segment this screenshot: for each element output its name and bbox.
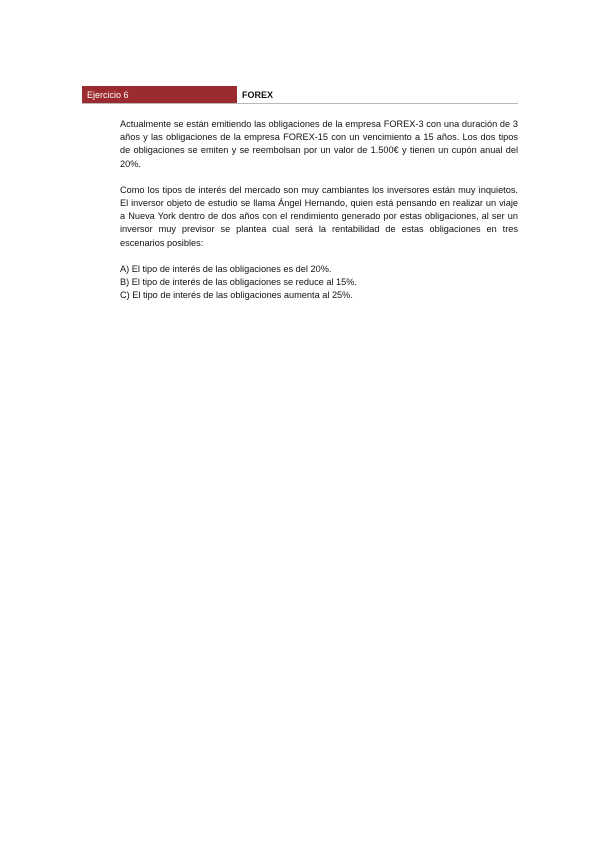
exercise-label: Ejercicio 6 — [82, 86, 237, 103]
scenario-option-a: A) El tipo de interés de las obligaciones es del 20%. — [120, 263, 332, 274]
scenario-list — [120, 263, 518, 303]
topic-label: FOREX — [242, 90, 274, 100]
scenario-option-b: B) El tipo de interés de las obligaciones se reduce al 15%. — [120, 277, 357, 288]
scenario-paragraph: Como los tipos de interés del mercado son muy cambiantes los inversores están muy inquietos. El inversor objeto de estudio se llama Ángel Hernando, quien está pensando en realizar un viaje a Nueva York dentro de dos años con el rendimiento generado por estas obligaciones, al ser un inversor muy previsor se plantea cual será la rentabilidad de estas obligaciones en tres escenarios posibles: — [120, 184, 518, 248]
page-header — [82, 86, 518, 104]
scenario-option-c: C) El tipo de interés de las obligaciones aumenta al 25%. — [120, 290, 353, 301]
exercise-content — [120, 118, 518, 302]
intro-paragraph: Actualmente se están emitiendo las obligaciones de la empresa FOREX-3 con una duración de 3 años y las obligaciones de la empresa FOREX-15 con un vencimiento a 15 años. Los dos tipos de obligaciones se emiten y se reembolsan por un valor de 1.500€ y tienen un cupón anual del 20%. — [120, 119, 518, 169]
